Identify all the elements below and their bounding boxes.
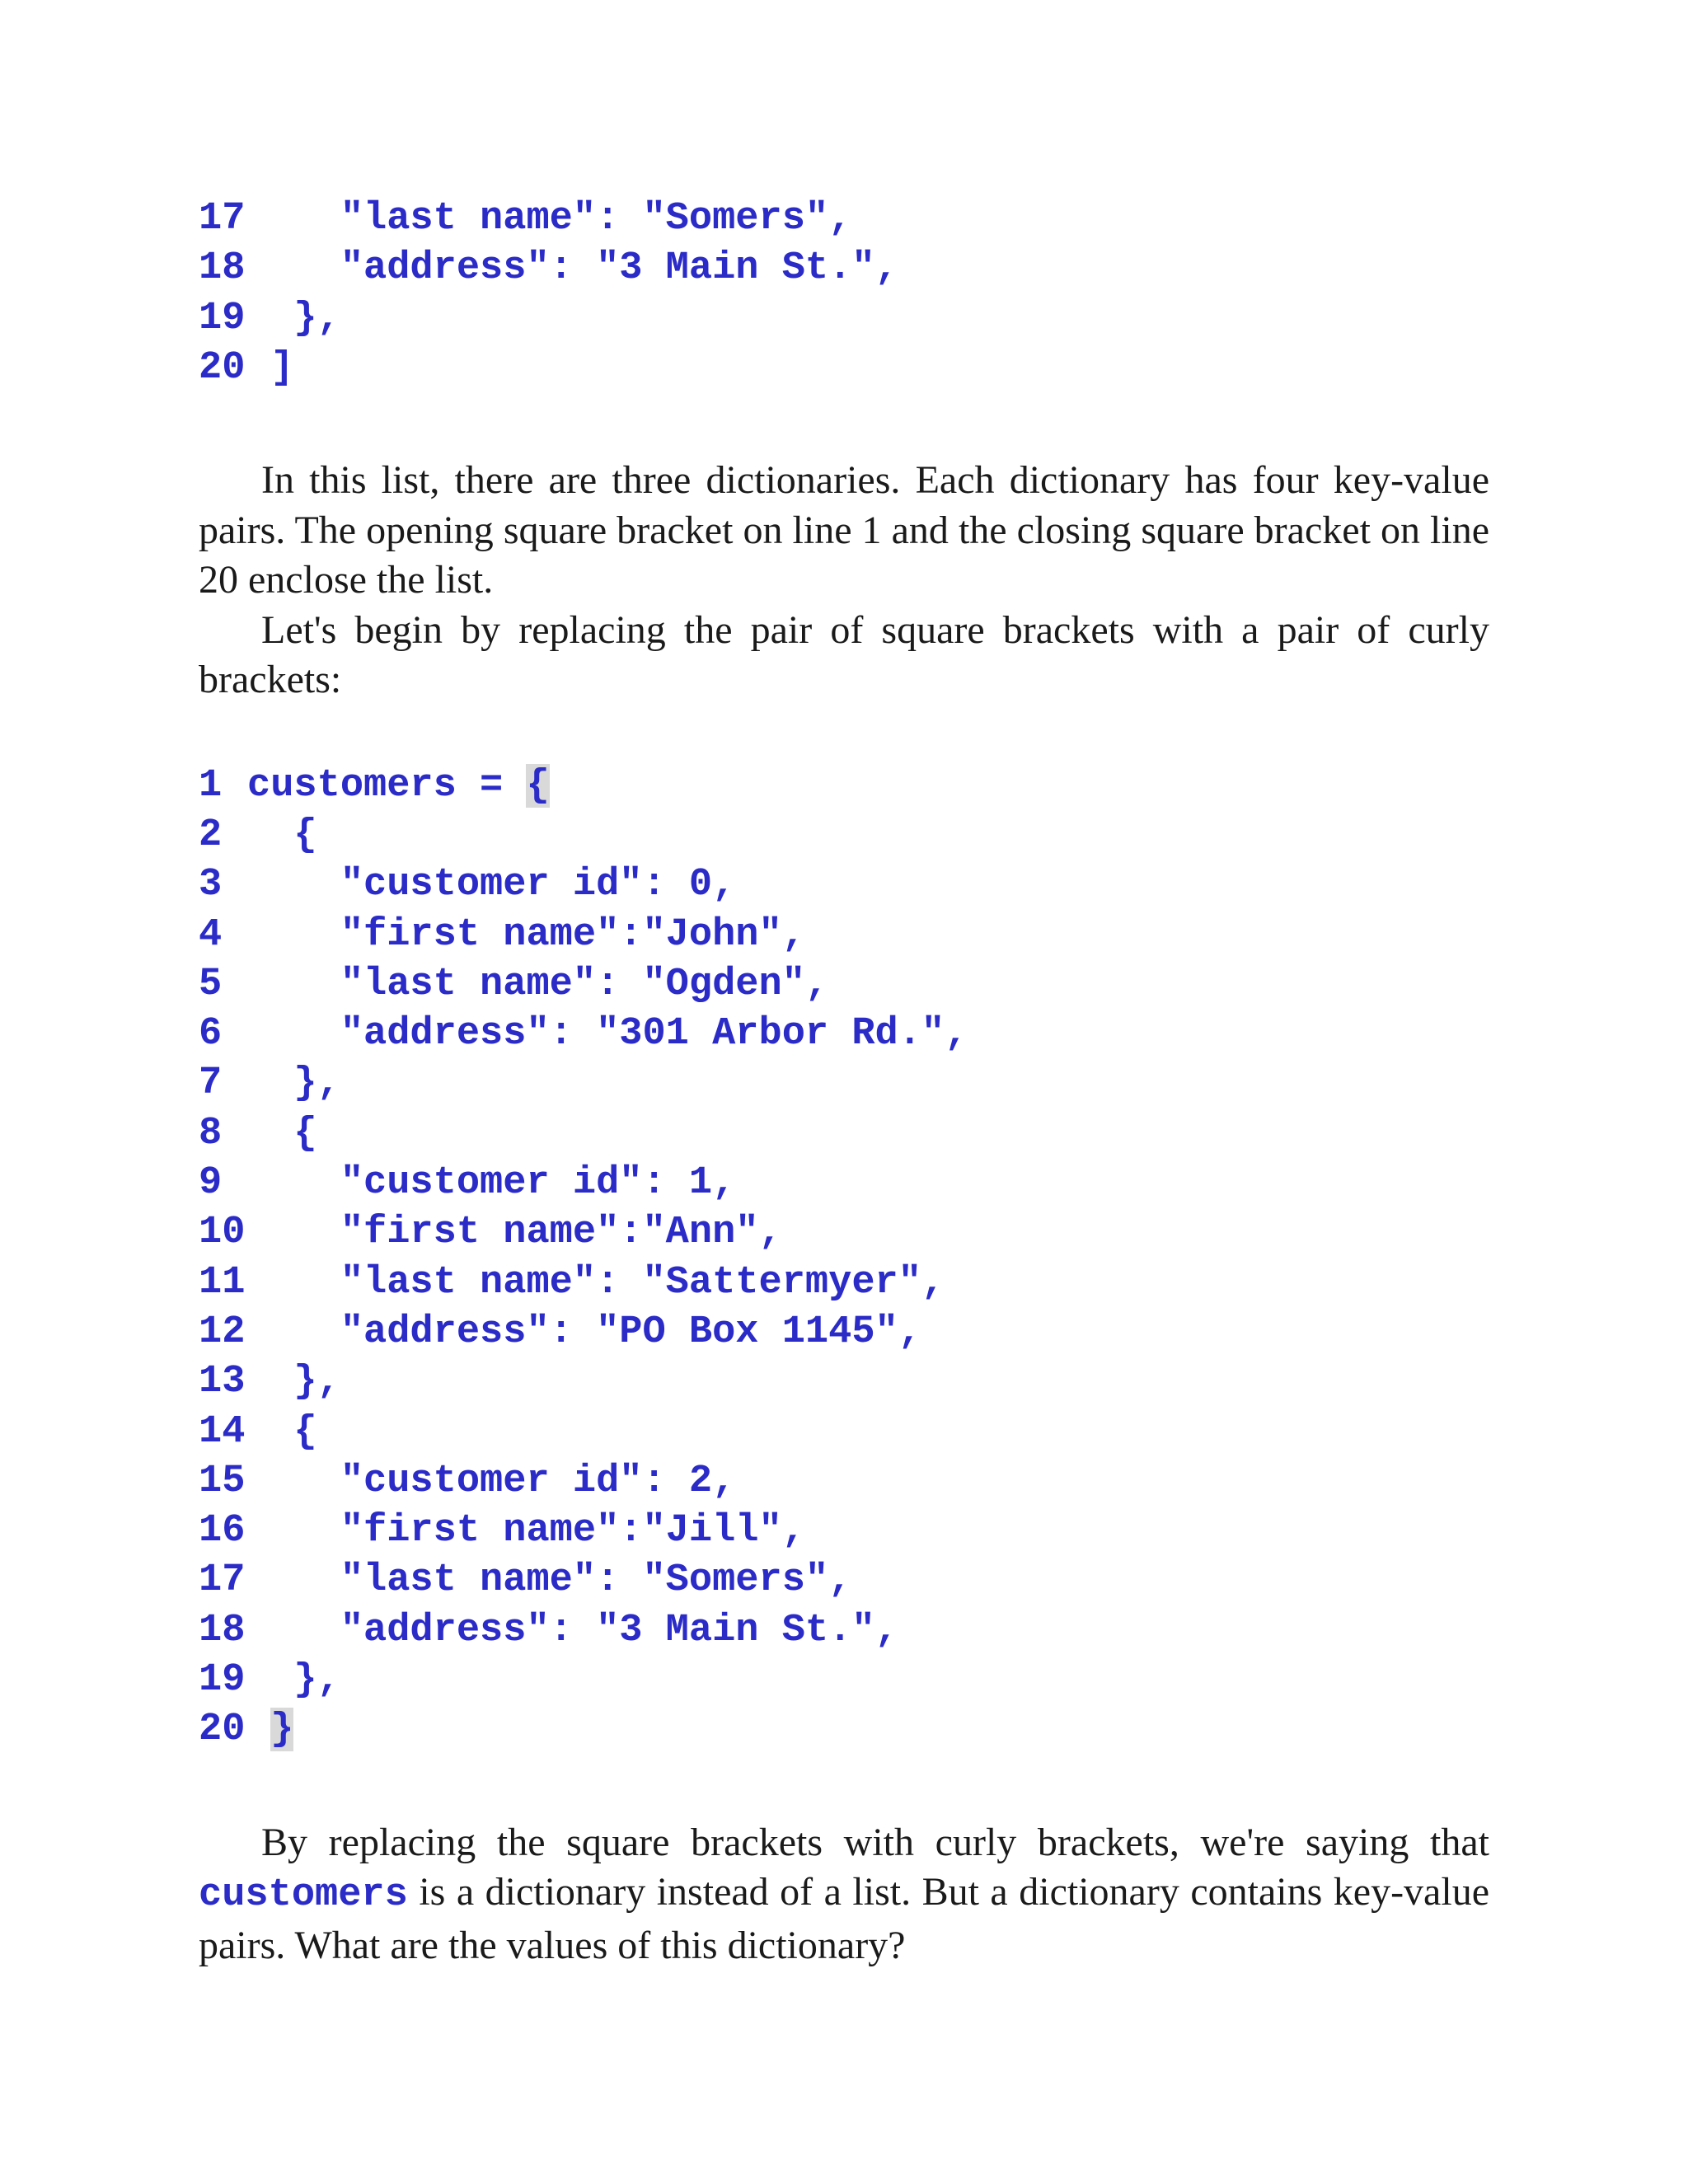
line-number: 9 xyxy=(199,1161,223,1206)
code-text: "customer id": 1, xyxy=(247,1161,736,1206)
line-number: 20 xyxy=(199,1708,246,1752)
code-line xyxy=(199,1159,1489,1208)
line-number: 17 xyxy=(199,197,246,241)
code-text: ] xyxy=(247,345,294,390)
line-number: 4 xyxy=(199,912,223,957)
code-text: "last name": "Somers", xyxy=(247,197,852,241)
code-text: "customer id": 0, xyxy=(247,863,736,907)
code-line xyxy=(199,1010,1489,1059)
line-number: 2 xyxy=(199,813,223,857)
code-block-main xyxy=(199,762,1489,1755)
line-number: 11 xyxy=(199,1260,246,1305)
line-number: 12 xyxy=(199,1310,246,1354)
line-number: 13 xyxy=(199,1360,246,1404)
paragraph: In this list, there are three dictionaries. Each dictionary has four key-value pairs. The opening square bracket on line 1 and the closing square bracket on line 20 enclose the list. xyxy=(199,458,1489,602)
line-number: 1 xyxy=(199,763,223,808)
code-text: }, xyxy=(247,296,340,340)
code-text: "address": "3 Main St.", xyxy=(247,246,898,291)
highlighted-brace: { xyxy=(526,763,550,808)
line-number: 17 xyxy=(199,1558,246,1603)
line-number: 15 xyxy=(199,1459,246,1503)
code-line xyxy=(199,1507,1489,1556)
code-line xyxy=(199,1109,1489,1159)
line-number: 18 xyxy=(199,246,246,291)
code-line xyxy=(199,1656,1489,1705)
line-number: 3 xyxy=(199,863,223,907)
code-text: "last name": "Ogden", xyxy=(247,962,829,1006)
line-number: 19 xyxy=(199,296,246,340)
code-text: { xyxy=(247,813,317,857)
paragraph-text: is a dictionary instead of a list. But a dictionary contains key-value pairs. What are the values of this dictionary? xyxy=(199,1870,1489,1967)
code-text: }, xyxy=(247,1658,340,1703)
code-text: "address": "301 Arbor Rd.", xyxy=(247,1012,968,1057)
line-number: 7 xyxy=(199,1062,223,1106)
code-line xyxy=(199,1606,1489,1656)
code-line xyxy=(199,1208,1489,1258)
code-line xyxy=(199,1308,1489,1357)
code-line xyxy=(199,1556,1489,1605)
code-text xyxy=(247,1708,270,1751)
code-text: }, xyxy=(247,1360,340,1404)
code-text: "first name":"John", xyxy=(247,912,805,957)
document-page xyxy=(199,194,1489,1971)
code-line xyxy=(199,294,1489,344)
code-text: "last name": "Somers", xyxy=(247,1558,852,1603)
code-text: customers = xyxy=(247,763,527,808)
code-text: "first name":"Jill", xyxy=(247,1509,805,1554)
code-line xyxy=(199,194,1489,244)
code-line xyxy=(199,762,1489,811)
code-line xyxy=(199,344,1489,393)
code-text: { xyxy=(247,1409,317,1454)
code-text: "first name":"Ann", xyxy=(247,1211,782,1255)
line-number: 6 xyxy=(199,1012,223,1057)
code-text: { xyxy=(247,1111,317,1155)
prose-section-1 xyxy=(199,456,1489,705)
code-line xyxy=(199,1357,1489,1407)
code-line xyxy=(199,1457,1489,1507)
line-number: 8 xyxy=(199,1111,223,1155)
paragraph: Let's begin by replacing the pair of square brackets with a pair of curly brackets: xyxy=(199,607,1489,702)
code-text: "address": "PO Box 1145", xyxy=(247,1310,921,1354)
code-text: "customer id": 2, xyxy=(247,1459,736,1503)
line-number: 16 xyxy=(199,1509,246,1554)
paragraph-text: By replacing the square brackets with curly brackets, we're saying that xyxy=(261,1820,1489,1864)
code-text: }, xyxy=(247,1062,340,1106)
inline-code: customers xyxy=(199,1873,408,1918)
code-line xyxy=(199,1059,1489,1108)
line-number: 19 xyxy=(199,1658,246,1703)
paragraph xyxy=(199,1818,1489,1971)
code-text: "address": "3 Main St.", xyxy=(247,1608,898,1652)
code-line xyxy=(199,1258,1489,1308)
code-text: "last name": "Sattermyer", xyxy=(247,1260,945,1305)
line-number: 14 xyxy=(199,1409,246,1454)
highlighted-brace: } xyxy=(270,1708,294,1752)
code-line xyxy=(199,1408,1489,1457)
line-number: 10 xyxy=(199,1211,246,1255)
code-line xyxy=(199,860,1489,910)
code-line xyxy=(199,1705,1489,1755)
code-line xyxy=(199,244,1489,293)
prose-section-2 xyxy=(199,1818,1489,1971)
code-line xyxy=(199,911,1489,960)
line-number: 5 xyxy=(199,962,223,1006)
code-line xyxy=(199,960,1489,1010)
code-line xyxy=(199,811,1489,860)
line-number: 18 xyxy=(199,1608,246,1652)
line-number: 20 xyxy=(199,345,246,390)
code-block-top xyxy=(199,194,1489,393)
